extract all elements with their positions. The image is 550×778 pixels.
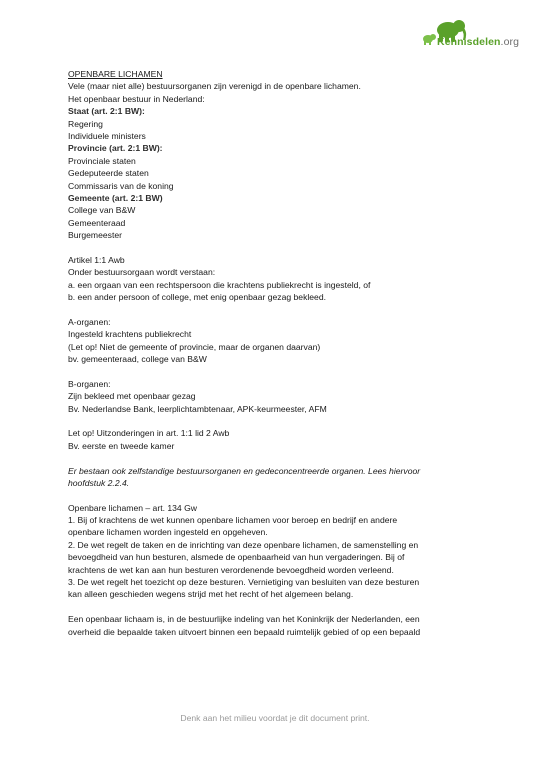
text-line: krachtens de wet kan aan hun besturen verordenende bevoegdheid worden verleend. bbox=[68, 564, 394, 575]
text-line: (Let op! Niet de gemeente of provincie, maar de organen daarvan) bbox=[68, 341, 321, 352]
text-line: Burgemeester bbox=[68, 230, 122, 241]
text-line: Individuele ministers bbox=[68, 130, 146, 141]
text-line: Provincie (art. 2:1 BW): bbox=[68, 143, 163, 154]
text-line: Een openbaar lichaam is, in de bestuurlijke indeling van het Koninkrijk der Nederlanden, een bbox=[68, 614, 420, 625]
text-line: Ingesteld krachtens publiekrecht bbox=[68, 329, 192, 340]
text-line: Gemeenteraad bbox=[68, 217, 126, 228]
blank-line bbox=[68, 365, 488, 377]
logo-domain: .org bbox=[500, 36, 520, 48]
text-line: Artikel 1:1 Awb bbox=[68, 254, 125, 265]
text-line: Regering bbox=[68, 118, 103, 129]
text-line: Bv. Nederlandse Bank, leerplichtambtenaar, APK-keurmeester, AFM bbox=[68, 403, 327, 414]
blank-line bbox=[68, 415, 488, 427]
blank-line bbox=[68, 241, 488, 253]
text-line: Openbare lichamen – art. 134 Gw bbox=[68, 502, 197, 513]
text-line: Zijn bekleed met openbaar gezag bbox=[68, 391, 196, 402]
text-line: 3. De wet regelt het toezicht op deze besturen. Vernietiging van besluiten van deze besturen bbox=[68, 577, 420, 588]
text-line: A-organen: bbox=[68, 316, 111, 327]
text-line: Bv. eerste en tweede kamer bbox=[68, 440, 175, 451]
footer-note: Denk aan het milieu voordat je dit document print. bbox=[180, 713, 370, 723]
text-line: Provinciale staten bbox=[68, 155, 136, 166]
text-line: Het openbaar bestuur in Nederland: bbox=[68, 93, 205, 104]
text-line: 1. Bij of krachtens de wet kunnen openbare lichamen voor beroep en bedrijf en andere bbox=[68, 515, 398, 526]
blank-line bbox=[68, 601, 488, 613]
text-line: kan alleen geschieden wegens strijd met het recht of het algemeen belang. bbox=[68, 589, 354, 600]
text-line: Commissaris van de koning bbox=[68, 180, 174, 191]
blank-line bbox=[68, 489, 488, 501]
logo-letter-k: K bbox=[437, 36, 445, 48]
logo-brand-name: ennisdelen bbox=[444, 36, 501, 48]
text-line: overheid die bepaalde taken uitvoert binnen een bepaald ruimtelijk gebied of op een bepaald bbox=[68, 626, 421, 637]
text-line: 2. De wet regelt de taken en de inrichting van deze openbare lichamen, de samenstelling en bbox=[68, 539, 419, 550]
text-line: Staat (art. 2:1 BW): bbox=[68, 106, 145, 117]
text-line: OPENBARE LICHAMEN bbox=[68, 69, 163, 79]
text-line: bevoegdheid van hun besturen, alsmede de openbaarheid van hun vergaderingen. Bij of bbox=[68, 552, 405, 563]
text-line: Vele (maar niet alle) bestuursorganen zijn verenigd in de openbare lichamen. bbox=[68, 81, 361, 92]
text-line: hoofdstuk 2.2.4. bbox=[68, 477, 130, 488]
text-line: College van B&W bbox=[68, 205, 136, 216]
text-line: Onder bestuursorgaan wordt verstaan: bbox=[68, 267, 216, 278]
kennisdelen-logo bbox=[420, 18, 535, 52]
text-line: a. een orgaan van een rechtspersoon die krachtens publiekrecht is ingesteld, of bbox=[68, 279, 371, 290]
text-line: Let op! Uitzonderingen in art. 1:1 lid 2 Awb bbox=[68, 428, 230, 439]
blank-line bbox=[68, 303, 488, 315]
blank-line bbox=[68, 452, 488, 464]
text-line: bv. gemeenteraad, college van B&W bbox=[68, 353, 207, 364]
text-line: Gedeputeerde staten bbox=[68, 168, 149, 179]
text-line: b. een ander persoon of college, met enig openbaar gezag bekleed. bbox=[68, 292, 327, 303]
text-line: Er bestaan ook zelfstandige bestuursorganen en gedeconcentreerde organen. Lees hiervoor bbox=[68, 465, 421, 476]
text-line: Gemeente (art. 2:1 BW) bbox=[68, 192, 163, 203]
text-line: B-organen: bbox=[68, 378, 111, 389]
document-body bbox=[68, 68, 488, 638]
logo-wordmark bbox=[437, 36, 519, 48]
text-line: openbare lichamen worden ingesteld en opgeheven. bbox=[68, 527, 268, 538]
